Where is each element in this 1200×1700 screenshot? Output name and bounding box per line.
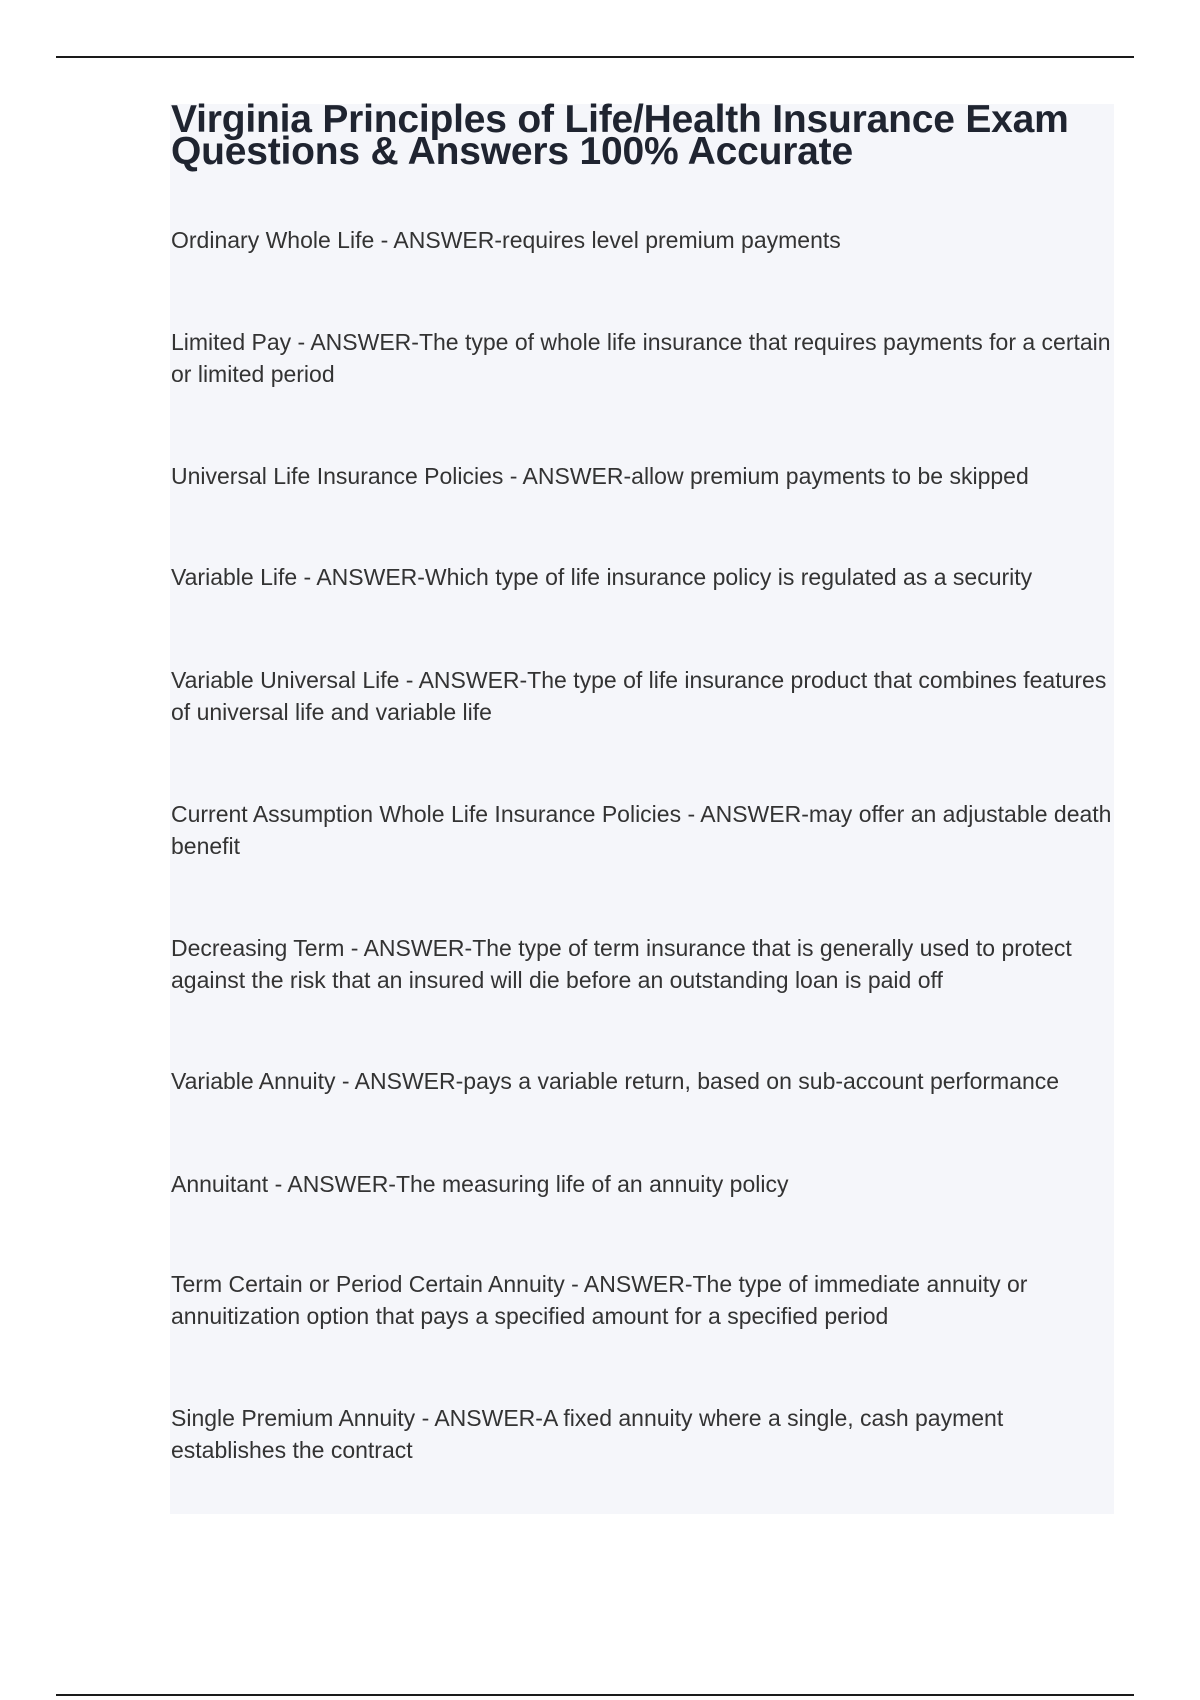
qa-item-variable-life: Variable Life - ANSWER-Which type of life insurance policy is regulated as a security xyxy=(171,564,1033,590)
qa-item-term-certain: Term Certain or Period Certain Annuity - ANSWER-The type of immediate annuity or annuitization option that pays a specified amount for a specified period xyxy=(171,1271,1028,1329)
qa-item-limited-pay: Limited Pay - ANSWER-The type of whole life insurance that requires payments for a certain or limited period xyxy=(171,329,1111,387)
qa-item-single-premium: Single Premium Annuity - ANSWER-A fixed annuity where a single, cash payment establishes the contract xyxy=(171,1405,1004,1463)
qa-item-universal-life: Universal Life Insurance Policies - ANSWER-allow premium payments to be skipped xyxy=(171,463,1029,489)
qa-item-annuitant: Annuitant - ANSWER-The measuring life of an annuity policy xyxy=(171,1171,789,1197)
bottom-rule xyxy=(56,1694,1134,1696)
qa-item-variable-universal-life: Variable Universal Life - ANSWER-The type of life insurance product that combines features of universal life and variable life xyxy=(171,667,1107,725)
qa-item-variable-annuity: Variable Annuity - ANSWER-pays a variable return, based on sub-account performance xyxy=(171,1068,1060,1094)
qa-item-decreasing-term: Decreasing Term - ANSWER-The type of term insurance that is generally used to protect against the risk that an insured will die before an outstanding loan is paid off xyxy=(171,935,1072,993)
qa-item-current-assumption: Current Assumption Whole Life Insurance Policies - ANSWER-may offer an adjustable death benefit xyxy=(171,801,1112,859)
top-rule xyxy=(56,56,1134,58)
qa-item-ordinary-whole-life: Ordinary Whole Life - ANSWER-requires level premium payments xyxy=(171,227,841,253)
document-title: Virginia Principles of Life/Health Insurance Exam Questions & Answers 100% Accurate xyxy=(171,98,1069,173)
